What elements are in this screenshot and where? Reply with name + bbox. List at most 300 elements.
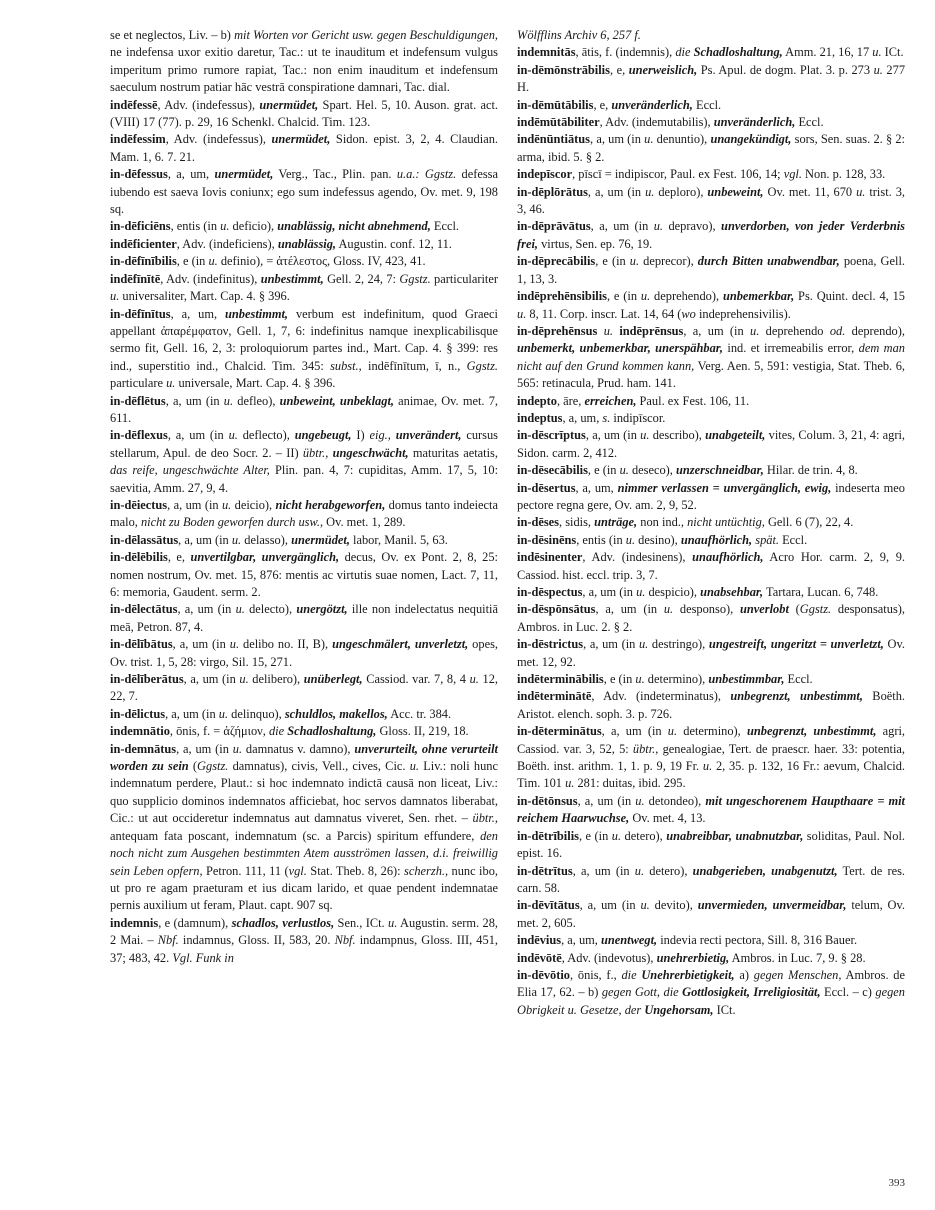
- dictionary-entry: [110, 497, 498, 532]
- entry-text: delibero),: [248, 672, 304, 687]
- entry-translation: unangekündigt,: [710, 132, 792, 147]
- entry-translation: unverdorben, von jeder Verderbnis frei,: [517, 219, 905, 251]
- entry-text: , a, um (in: [167, 497, 222, 512]
- dictionary-entry: [517, 932, 905, 949]
- entry-text: indeserta meo pectore regna gere, Ov. am. 2, 9, 52.: [517, 480, 905, 512]
- entry-text: u.: [640, 898, 650, 913]
- entry-text: universaliter, Mart. Cap. 4. § 396.: [119, 289, 290, 304]
- entry-text: , e (in: [176, 254, 209, 269]
- entry-text: , sidis,: [559, 515, 595, 530]
- entry-text: delibo no. II, B),: [239, 637, 333, 652]
- dictionary-entry: [517, 601, 905, 636]
- entry-text: , Adv. (indefessus),: [157, 97, 260, 112]
- entry-text: u.: [644, 132, 654, 147]
- entry-headword: indēprehēnsibilis: [517, 289, 607, 304]
- entry-text: s.: [602, 410, 611, 425]
- entry-text: verbum est indefinitum, quod Graeci appellant ἀπαρέμφατον, Gell. 1, 7, 6: indefinitus namque inexplicabilisque sermo fit, Gell. 16, 2, 3: proloquiorum partes ind., Mart. Cap. 4. § 399: res ind., superstitio ind., Chalcid. Tim. 345:: [110, 306, 498, 373]
- entry-translation: ungebeugt,: [294, 428, 352, 443]
- entry-text: u.: [469, 672, 479, 687]
- entry-text: Verg., Tac., Plin. pan.: [273, 167, 397, 182]
- entry-headword: indēterminābilis: [517, 672, 604, 687]
- entry-text: , Adv. (indefessus),: [165, 132, 272, 147]
- entry-text: 281: duitas, ibid. 295.: [574, 776, 686, 791]
- entry-headword: indēficienter: [110, 236, 177, 251]
- dictionary-entry: [517, 723, 905, 793]
- entry-headword: in-dēsinēns: [517, 532, 577, 547]
- dictionary-entry: [517, 462, 905, 479]
- entry-text: Liv.: noli hunc indemnatum perdere, Plaut.: si hoc indemnato indictā causā non liceat, Liv.: quo supplicio dominos indemnatos afficiebat, hoc servos damnatos liberabat, Cic.: ut aut occideretur indemnatus aut damnatus viveret, Sen. rhet. –: [110, 759, 498, 826]
- entry-text: a): [734, 967, 754, 982]
- entry-text: indeprehensivilis).: [695, 306, 791, 321]
- entry-text: , a, um (in: [582, 585, 637, 599]
- entry-text: , a, um,: [562, 410, 603, 425]
- dictionary-entry: [517, 584, 905, 601]
- entry-text: gegen Menschen,: [753, 967, 842, 982]
- entry-text: Ps. Apul. de dogm. Plat. 3. p. 273: [697, 62, 874, 77]
- entry-text: soliditas, Paul. Nol. epist. 16.: [517, 828, 905, 861]
- entry-text: u.: [663, 602, 674, 617]
- entry-translation: unerweislich,: [628, 62, 698, 77]
- entry-text: Vgl. Funk in: [172, 950, 234, 965]
- entry-headword: in-dēvōtio: [517, 967, 571, 982]
- entry-text: u.: [110, 289, 120, 304]
- entry-text: deficio),: [229, 219, 278, 234]
- entry-translation: unveränderlich,: [713, 115, 796, 130]
- entry-translation: nimmer verlassen = unvergänglich, ewig,: [617, 480, 832, 495]
- left-column: [110, 27, 498, 967]
- entry-text: destringo),: [648, 637, 709, 652]
- entry-translation: ungeschwächt,: [332, 445, 409, 460]
- entry-text: Plin. pan. 4, 7: cupiditas, Amm. 17, 5, 10: saevitia, Amm. 27, 9, 4.: [110, 463, 499, 495]
- entry-text: cursus stellarum, Apul. de deo Socr. 2. – II): [110, 428, 499, 460]
- entry-headword: in-dēlectātus: [110, 602, 178, 617]
- entry-headword: indēprēnsus: [619, 323, 684, 338]
- entry-headword: in-dēterminātus: [517, 724, 602, 739]
- entry-text: detero),: [644, 863, 693, 878]
- entry-text: u.: [856, 184, 866, 199]
- entry-text: , a, um,: [561, 933, 601, 948]
- entry-translation: unveränderlich,: [611, 97, 693, 112]
- entry-text: u.: [873, 62, 883, 77]
- entry-text: Ov. met. 1, 289.: [323, 515, 406, 530]
- entry-headword: in-dēstrictus: [517, 637, 584, 652]
- entry-translation: Schadloshaltung,: [287, 724, 377, 739]
- entry-translation: unbegrenzt, unbestimmt,: [746, 724, 877, 739]
- entry-text: labor, Manil. 5, 63.: [349, 532, 448, 547]
- entry-text: devito),: [649, 898, 698, 913]
- entry-text: indampnus, Gloss. III, 451, 37; 483, 42.: [110, 933, 498, 965]
- entry-text: , a, um (in: [585, 428, 641, 443]
- entry-text: , e (in: [603, 672, 636, 687]
- entry-text: u.: [517, 306, 527, 321]
- entry-text: nicht untüchtig,: [687, 515, 765, 530]
- entry-text: , a, um (in: [595, 602, 664, 617]
- entry-text: Eccl.: [779, 532, 808, 547]
- entry-text: u.: [603, 323, 613, 338]
- entry-translation: nicht herabgeworfen,: [275, 497, 386, 512]
- entry-text: u.: [223, 393, 234, 408]
- entry-text: , Adv. (indeterminatus),: [591, 689, 731, 704]
- entry-headword: indēterminātē: [517, 689, 592, 704]
- entry-text: se et neglectos, Liv. – b): [110, 28, 235, 42]
- entry-text: ille non indelectatus nequitiā meā, Petron. 87, 4.: [110, 602, 498, 634]
- entry-text: , a, um (in: [165, 706, 219, 721]
- dictionary-entry: [517, 218, 905, 253]
- entry-text: u.: [228, 428, 238, 443]
- dictionary-entry: [110, 218, 498, 235]
- entry-text: poena, Gell. 1, 13, 3.: [517, 254, 905, 286]
- dictionary-entry: [517, 27, 905, 44]
- entry-headword: indēmūtābiliter: [517, 115, 600, 130]
- entry-text: particulare: [110, 376, 167, 391]
- entry-headword: in-dēprehēnsus: [517, 323, 598, 338]
- entry-text: , a, um (in: [577, 793, 636, 808]
- entry-text: nunc ibo, ut pro re agam praeturam et ius dicam larido, et quae pendent indemnatae pernis auxilium ut feram, Plaut. capt. 907 sq.: [110, 863, 498, 913]
- dictionary-entry: [110, 236, 498, 253]
- entry-text: deicio),: [231, 497, 276, 512]
- entry-text: , a, um (in: [176, 741, 233, 756]
- entry-text: u.: [619, 463, 629, 478]
- entry-translation: unaufhörlich,: [680, 532, 753, 547]
- entry-headword: indēnūntiātus: [517, 132, 591, 147]
- dictionary-entry: [517, 549, 905, 584]
- entry-translation: unbeweint, unbeklagt,: [279, 393, 394, 408]
- dictionary-entry: [110, 549, 498, 601]
- entry-headword: in-dēses: [517, 515, 559, 530]
- entry-headword: indemnitās: [517, 45, 576, 60]
- entry-text: desponsatus), Ambros. in Luc. 2. § 2.: [517, 602, 905, 634]
- entry-text: , a, um (in: [683, 323, 751, 338]
- dictionary-entry: [110, 166, 498, 218]
- entry-text: definio), = ἀτέλεστος, Gloss. IV, 423, 41.: [217, 254, 426, 269]
- entry-headword: in-dēlassātus: [110, 532, 179, 547]
- entry-headword: indēfīnītē: [110, 271, 161, 286]
- entry-headword: in-dēflētus: [110, 393, 166, 408]
- entry-translation: unvertilgbar, unvergänglich,: [190, 550, 340, 565]
- entry-text: despicio),: [645, 585, 701, 599]
- entry-text: , a, um (in: [183, 672, 240, 687]
- entry-text: detero),: [621, 828, 667, 843]
- entry-text: , a, um (in: [167, 428, 229, 443]
- entry-headword: indemnis: [110, 915, 159, 930]
- entry-text: u.: [645, 184, 655, 199]
- entry-text: u.: [239, 672, 249, 687]
- dictionary-entry: [517, 636, 905, 671]
- entry-text: depravo),: [663, 219, 722, 234]
- entry-text: u.: [629, 254, 640, 269]
- entry-headword: in-dēlīberātus: [110, 672, 184, 687]
- entry-translation: unablässig, nicht abnehmend,: [277, 219, 431, 234]
- entry-translation: unbemerkbar,: [722, 289, 795, 304]
- entry-text: universale, Mart. Cap. 4. § 396.: [175, 376, 336, 391]
- entry-text: desino),: [635, 532, 681, 547]
- entry-text: Wölfflins Archiv 6, 257 f.: [517, 28, 641, 42]
- entry-text: , a, um (in: [601, 724, 668, 739]
- entry-text: , a, um,: [575, 480, 618, 495]
- dictionary-entry: [517, 828, 905, 863]
- entry-text: Ps. Quint. decl. 4, 15: [794, 289, 906, 304]
- entry-translation: ungeschmälert, unverletzt,: [332, 637, 469, 652]
- entry-translation: Ungehorsam,: [644, 1002, 714, 1017]
- entry-text: Sidon. epist. 3, 2, 4. Claudian. Mam. 1, 6. 7. 21.: [110, 132, 498, 164]
- entry-text: domus tanto indeiecta malo,: [110, 497, 498, 530]
- entry-translation: Schadloshaltung,: [693, 45, 783, 60]
- entry-translation: unentwegt,: [601, 933, 658, 948]
- entry-text: , Adv. (indeficiens),: [176, 236, 278, 251]
- entry-text: subst.,: [330, 358, 362, 373]
- entry-text: Ambros. de Elia 17, 62. – b): [517, 967, 905, 1000]
- entry-headword: in-dēmōnstrābilis: [517, 62, 610, 77]
- entry-headword: in-dēfessus: [110, 167, 168, 182]
- entry-translation: unzerschneidbar,: [676, 463, 764, 478]
- entry-translation: ungestreift, ungeritzt = unverletzt,: [708, 637, 884, 652]
- entry-headword: in-dētōnsus: [517, 793, 578, 808]
- entry-text: 12, 22, 7.: [110, 672, 499, 704]
- entry-text: , ōnis, f. = ἀζήμιον,: [169, 724, 269, 739]
- entry-translation: unabgerieben, unabgenutzt,: [692, 863, 838, 878]
- entry-text: ne indefensa uxor exitio daretur, Tac.: ut te inauditum et indefensum vulgus imperitum primo rumore rapiat, Tac.: non enim inauditum et indefensum saeculum nostrum patiar hāc vestrā conspiratione damnari, Tac. dial.: [110, 45, 498, 95]
- entry-translation: unabgeteilt,: [705, 428, 766, 443]
- dictionary-entry: [517, 184, 905, 219]
- entry-text: u.: [388, 915, 398, 930]
- entry-headword: in-dēprecābilis: [517, 254, 596, 269]
- entry-headword: in-dēiectus: [110, 497, 168, 512]
- dictionary-entry: [110, 915, 498, 967]
- entry-translation: Gottlosigkeit, Irreligiosität,: [682, 985, 821, 1000]
- dictionary-entry: [110, 427, 498, 497]
- entry-text: u.: [625, 532, 636, 547]
- entry-text: maturitas aetatis,: [408, 445, 498, 460]
- entry-text: delinquo),: [228, 706, 285, 721]
- entry-text: Augustin. conf. 12, 11.: [336, 236, 452, 251]
- entry-headword: indepīscor: [517, 167, 573, 182]
- entry-text: u.: [750, 323, 760, 338]
- entry-text: , ōnis, f.,: [570, 967, 622, 982]
- entry-text: u.: [640, 428, 650, 443]
- entry-text: , e (in: [578, 828, 612, 843]
- entry-text: sors, Sen. suas. 2. § 2: arma, ibid. 5. § 2.: [517, 132, 905, 164]
- entry-text: trist. 3, 3, 46.: [517, 184, 905, 217]
- entry-headword: in-dēplōrātus: [517, 184, 588, 199]
- entry-text: , a, um (in: [590, 219, 654, 234]
- entry-text: die: [621, 967, 642, 982]
- entry-text: , a, um,: [167, 167, 215, 182]
- entry-text: Ov. met. 12, 92.: [517, 637, 905, 669]
- entry-text: u.: [653, 219, 664, 234]
- entry-headword: in-demnātus: [110, 741, 177, 756]
- entry-text: Ov. met. 4, 13.: [629, 811, 706, 826]
- entry-text: Ggstz.: [197, 759, 229, 774]
- dictionary-entry: [110, 723, 498, 740]
- entry-text: delecto),: [244, 602, 297, 617]
- dictionary-entry: [517, 967, 905, 1019]
- entry-text: , a, um (in: [178, 532, 232, 547]
- entry-text: Petron. 111, 11 (: [202, 863, 289, 878]
- entry-text: Spart. Hel. 5, 10. Auson. grat. act. (VIII) 17 (77). p. 29, 16 Schenkl. Chalcid. Tim. 123.: [110, 97, 498, 130]
- entry-text: decus, Ov. ex Pont. 2, 8, 25: nomen nostrum, Ov. met. 15, 876: mentis ac virtutis suae nomen, Lact. 7, 11, 6: memoria, Gaudent. serm. 2.: [110, 550, 498, 599]
- entry-translation: unbeweint,: [707, 184, 764, 199]
- entry-text: Ggstz.: [799, 602, 832, 617]
- entry-text: determino),: [644, 672, 709, 687]
- dictionary-entry: [110, 741, 498, 915]
- entry-text: vgl.: [783, 167, 802, 182]
- entry-text: u.: [667, 724, 678, 739]
- entry-text: Tartara, Lucan. 6, 748.: [763, 585, 879, 599]
- entry-headword: indeptus: [517, 410, 563, 425]
- entry-translation: unablässig,: [277, 236, 337, 251]
- entry-text: , a, um (in: [177, 602, 236, 617]
- entry-translation: unermüdet,: [271, 132, 331, 147]
- dictionary-entry: [110, 601, 498, 636]
- entry-text: u.: [232, 741, 243, 756]
- dictionary-entry: [517, 166, 905, 183]
- entry-text: Gell. 6 (7), 22, 4.: [764, 515, 854, 530]
- entry-text: , Adv. (indemutabilis),: [599, 115, 714, 130]
- dictionary-entry: [110, 271, 498, 306]
- entry-headword: in-dēspōnsātus: [517, 602, 596, 617]
- entry-translation: unermüdet,: [214, 167, 274, 182]
- entry-text: describo),: [649, 428, 706, 443]
- dictionary-entry: [517, 480, 905, 515]
- entry-text: , e (in: [606, 289, 641, 304]
- entry-translation: erreichen,: [584, 393, 637, 408]
- entry-translation: unverändert,: [395, 428, 462, 443]
- entry-translation: schuldlos, makellos,: [284, 706, 388, 721]
- entry-text: (: [788, 602, 800, 617]
- entry-text: vgl.: [288, 863, 307, 878]
- entry-text: indamnus, Gloss. II, 583, 20.: [178, 933, 335, 948]
- dictionary-entry: [110, 27, 498, 97]
- entry-text: , e,: [593, 97, 612, 112]
- dictionary-entry: [517, 863, 905, 898]
- entry-translation: unbegrenzt, unbestimmt,: [730, 689, 863, 704]
- dictionary-entry: [110, 97, 498, 132]
- entry-text: u.: [218, 706, 229, 721]
- entry-text: deprehendo: [759, 323, 830, 338]
- entry-text: I): [351, 428, 370, 443]
- entry-text: , a, um (in: [579, 898, 641, 913]
- entry-translation: unverlobt: [740, 602, 789, 617]
- dictionary-entry: [517, 410, 905, 427]
- entry-text: Eccl.: [795, 115, 824, 130]
- entry-text: Nbf.: [334, 933, 356, 948]
- entry-headword: in-dēflexus: [110, 428, 168, 443]
- entry-text: wo: [681, 306, 696, 321]
- entry-text: desponso),: [673, 602, 741, 617]
- entry-text: Acc. tr. 384.: [387, 706, 452, 721]
- entry-text: Gell. 2, 24, 7:: [323, 271, 400, 286]
- entry-text: u.: [208, 254, 218, 269]
- entry-headword: in-dēlictus: [110, 706, 166, 721]
- entry-text: non ind.,: [637, 515, 688, 530]
- entry-text: das reife, ungeschwächte Alter,: [110, 463, 270, 478]
- entry-text: , entis (in: [576, 532, 626, 547]
- entry-text: u.: [229, 637, 240, 652]
- entry-text: deseco),: [628, 463, 677, 478]
- dictionary-entry: [110, 253, 498, 270]
- entry-translation: unbestimmt,: [225, 306, 289, 321]
- dictionary-entry: [110, 706, 498, 723]
- dictionary-entry: [517, 97, 905, 114]
- entry-headword: indēvōtē: [517, 950, 562, 965]
- entry-text: Eccl.: [430, 219, 460, 234]
- entry-text: die: [268, 724, 288, 739]
- entry-text: , āre,: [556, 393, 585, 408]
- entry-text: u.: [702, 759, 713, 774]
- entry-text: deprehendo),: [650, 289, 723, 304]
- entry-translation: unermüdet,: [291, 532, 350, 547]
- entry-text: , a, um (in: [583, 637, 639, 652]
- entry-text: u.a.: Ggstz.: [396, 167, 457, 182]
- dictionary-entry: [110, 671, 498, 706]
- entry-text: , e,: [167, 550, 191, 565]
- entry-text: delasso),: [241, 532, 292, 547]
- dictionary-entry: [517, 688, 905, 723]
- entry-text: animae, Ov. met. 7, 611.: [110, 393, 498, 425]
- entry-text: Ov. met. 11, 670: [763, 184, 857, 199]
- entry-text: gegen Obrigkeit u. Gesetze, der: [517, 985, 906, 1017]
- entry-text: , ātis, f. (indemnis),: [575, 45, 676, 60]
- entry-translation: schadlos, verlustlos,: [231, 915, 335, 930]
- entry-headword: indēfessē: [110, 97, 158, 112]
- entry-text: Eccl. – c): [820, 985, 876, 1000]
- entry-text: übtr.,: [302, 445, 329, 460]
- entry-text: , Adv. (indesinens),: [582, 550, 693, 565]
- dictionary-entry: [517, 114, 905, 131]
- entry-translation: unermüdet,: [259, 97, 319, 112]
- entry-text: u.: [638, 637, 649, 652]
- page-number: 393: [888, 1177, 905, 1189]
- entry-text: indipīscor.: [610, 410, 666, 425]
- entry-text: defleo),: [233, 393, 280, 408]
- entry-text: od.: [829, 323, 846, 338]
- dictionary-entry: [517, 897, 905, 932]
- entry-text: genealogiae, Tert. de praescr. haer. 33: potentia, Boëth. inst. arithm. 1, 1. p. 9, 19 Fr.: [517, 741, 906, 774]
- entry-translation: unabsehbar,: [700, 585, 764, 599]
- entry-headword: indepto: [517, 393, 557, 408]
- entry-text: deploro),: [654, 184, 708, 199]
- entry-text: vites, Colum. 3, 21, 4: agri, Sidon. carm. 2, 412.: [517, 428, 906, 460]
- entry-text: , pīscī = indipiscor, Paul. ex Fest. 106, 14;: [572, 167, 784, 182]
- entry-text: den noch nicht zum Ausgehen bestimmten Atem ausströmen lassen, d.i. freiwillig sein Leben opfern,: [110, 828, 498, 878]
- entry-text: ind. et irremeabilis error,: [723, 341, 859, 356]
- entry-text: , a, um (in: [165, 393, 224, 408]
- entry-headword: in-dēsecābilis: [517, 463, 588, 478]
- entry-headword: indēvius: [517, 933, 562, 948]
- dictionary-entry: [517, 253, 905, 288]
- entry-text: Tert. de res. carn. 58.: [517, 863, 905, 895]
- right-column: [517, 27, 905, 1019]
- entry-text: u.: [635, 672, 645, 687]
- entry-text: Nbf.: [157, 933, 179, 948]
- entry-headword: indēsinenter: [517, 550, 583, 565]
- entry-headword: in-dēmūtābilis: [517, 97, 594, 112]
- entry-text: übtr.,: [632, 741, 659, 756]
- entry-text: u.: [634, 863, 645, 878]
- entry-headword: in-dētrībilis: [517, 828, 579, 843]
- entry-text: u.: [231, 532, 242, 547]
- entry-translation: unüberlegt,: [303, 672, 363, 687]
- entry-text: scherzh.,: [404, 863, 449, 878]
- dictionary-entry: [517, 288, 905, 323]
- entry-translation: unabreibbar, unabnutzbar,: [666, 828, 804, 843]
- entry-translation: Unehrerbietigkeit,: [641, 967, 735, 982]
- entry-text: 8, 11. Corp. inscr. Lat. 14, 64 (: [526, 306, 682, 321]
- entry-headword: in-dēscrīptus: [517, 428, 586, 443]
- entry-text: dem man nicht auf den Grund kommen kann,: [517, 341, 905, 373]
- entry-text: , entis (in: [170, 219, 221, 234]
- entry-text: defessa iubendo est saeva Iovis coniunx; ego sum indefessus agendo, Ov. met. 9, 198 sq.: [110, 167, 499, 217]
